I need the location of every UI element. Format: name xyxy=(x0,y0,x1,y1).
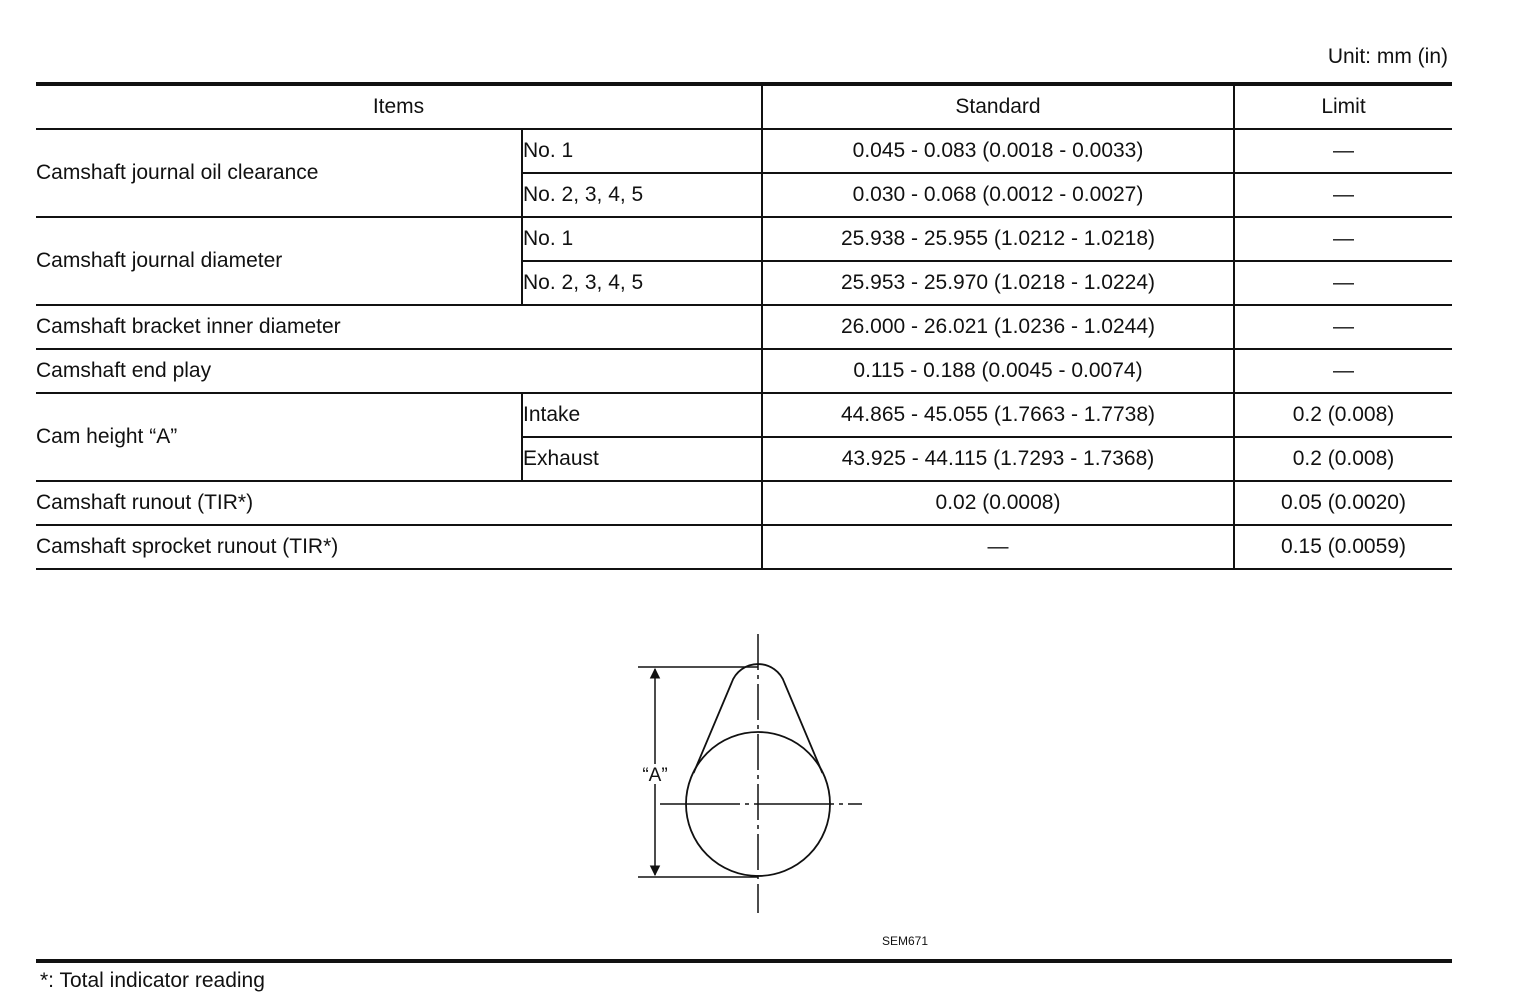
sub-item-label: No. 2, 3, 4, 5 xyxy=(522,173,762,217)
standard-value: 25.938 - 25.955 (1.0212 - 1.0218) xyxy=(762,217,1234,261)
limit-value: — xyxy=(1234,173,1452,217)
limit-value: — xyxy=(1234,261,1452,305)
unit-label: Unit: mm (in) xyxy=(1327,45,1448,68)
table-row xyxy=(36,349,1452,393)
item-label: Camshaft end play xyxy=(36,349,762,393)
bottom-divider xyxy=(36,959,1452,963)
footnote: *: Total indicator reading xyxy=(40,969,265,992)
table-row xyxy=(36,217,1452,261)
item-label: Camshaft runout (TIR*) xyxy=(36,481,762,525)
standard-value: 44.865 - 45.055 (1.7663 - 1.7738) xyxy=(762,393,1234,437)
table-row xyxy=(36,393,1452,437)
limit-value: — xyxy=(1234,129,1452,173)
table-row xyxy=(36,481,1452,525)
limit-value: 0.2 (0.008) xyxy=(1234,393,1452,437)
standard-value: 0.02 (0.0008) xyxy=(762,481,1234,525)
dimension-label-a: “A” xyxy=(642,765,668,786)
item-label: Cam height “A” xyxy=(36,393,522,481)
item-label: Camshaft journal oil clearance xyxy=(36,129,522,217)
limit-value: 0.2 (0.008) xyxy=(1234,437,1452,481)
standard-value: — xyxy=(762,525,1234,569)
header-limit: Limit xyxy=(1234,84,1452,129)
table-row xyxy=(36,129,1452,173)
table-header-row xyxy=(36,84,1452,129)
item-label: Camshaft sprocket runout (TIR*) xyxy=(36,525,762,569)
standard-value: 0.045 - 0.083 (0.0018 - 0.0033) xyxy=(762,129,1234,173)
standard-value: 25.953 - 25.970 (1.0218 - 1.0224) xyxy=(762,261,1234,305)
header-items: Items xyxy=(36,84,762,129)
sub-item-label: Exhaust xyxy=(522,437,762,481)
limit-value: — xyxy=(1234,349,1452,393)
header-standard: Standard xyxy=(762,84,1234,129)
limit-value: — xyxy=(1234,305,1452,349)
sub-item-label: No. 1 xyxy=(522,217,762,261)
standard-value: 0.030 - 0.068 (0.0012 - 0.0027) xyxy=(762,173,1234,217)
sub-item-label: No. 2, 3, 4, 5 xyxy=(522,261,762,305)
table-row xyxy=(36,305,1452,349)
item-label: Camshaft journal diameter xyxy=(36,217,522,305)
sub-item-label: Intake xyxy=(522,393,762,437)
table-row xyxy=(36,525,1452,569)
figure-code: SEM671 xyxy=(882,934,929,948)
standard-value: 26.000 - 26.021 (1.0236 - 1.0244) xyxy=(762,305,1234,349)
centerlines xyxy=(660,634,862,913)
sub-item-label: No. 1 xyxy=(522,129,762,173)
limit-value: 0.15 (0.0059) xyxy=(1234,525,1452,569)
item-label: Camshaft bracket inner diameter xyxy=(36,305,762,349)
cam-height-diagram xyxy=(600,628,900,928)
limit-value: — xyxy=(1234,217,1452,261)
limit-value: 0.05 (0.0020) xyxy=(1234,481,1452,525)
camshaft-spec-table xyxy=(36,82,1452,570)
standard-value: 43.925 - 44.115 (1.7293 - 1.7368) xyxy=(762,437,1234,481)
standard-value: 0.115 - 0.188 (0.0045 - 0.0074) xyxy=(762,349,1234,393)
